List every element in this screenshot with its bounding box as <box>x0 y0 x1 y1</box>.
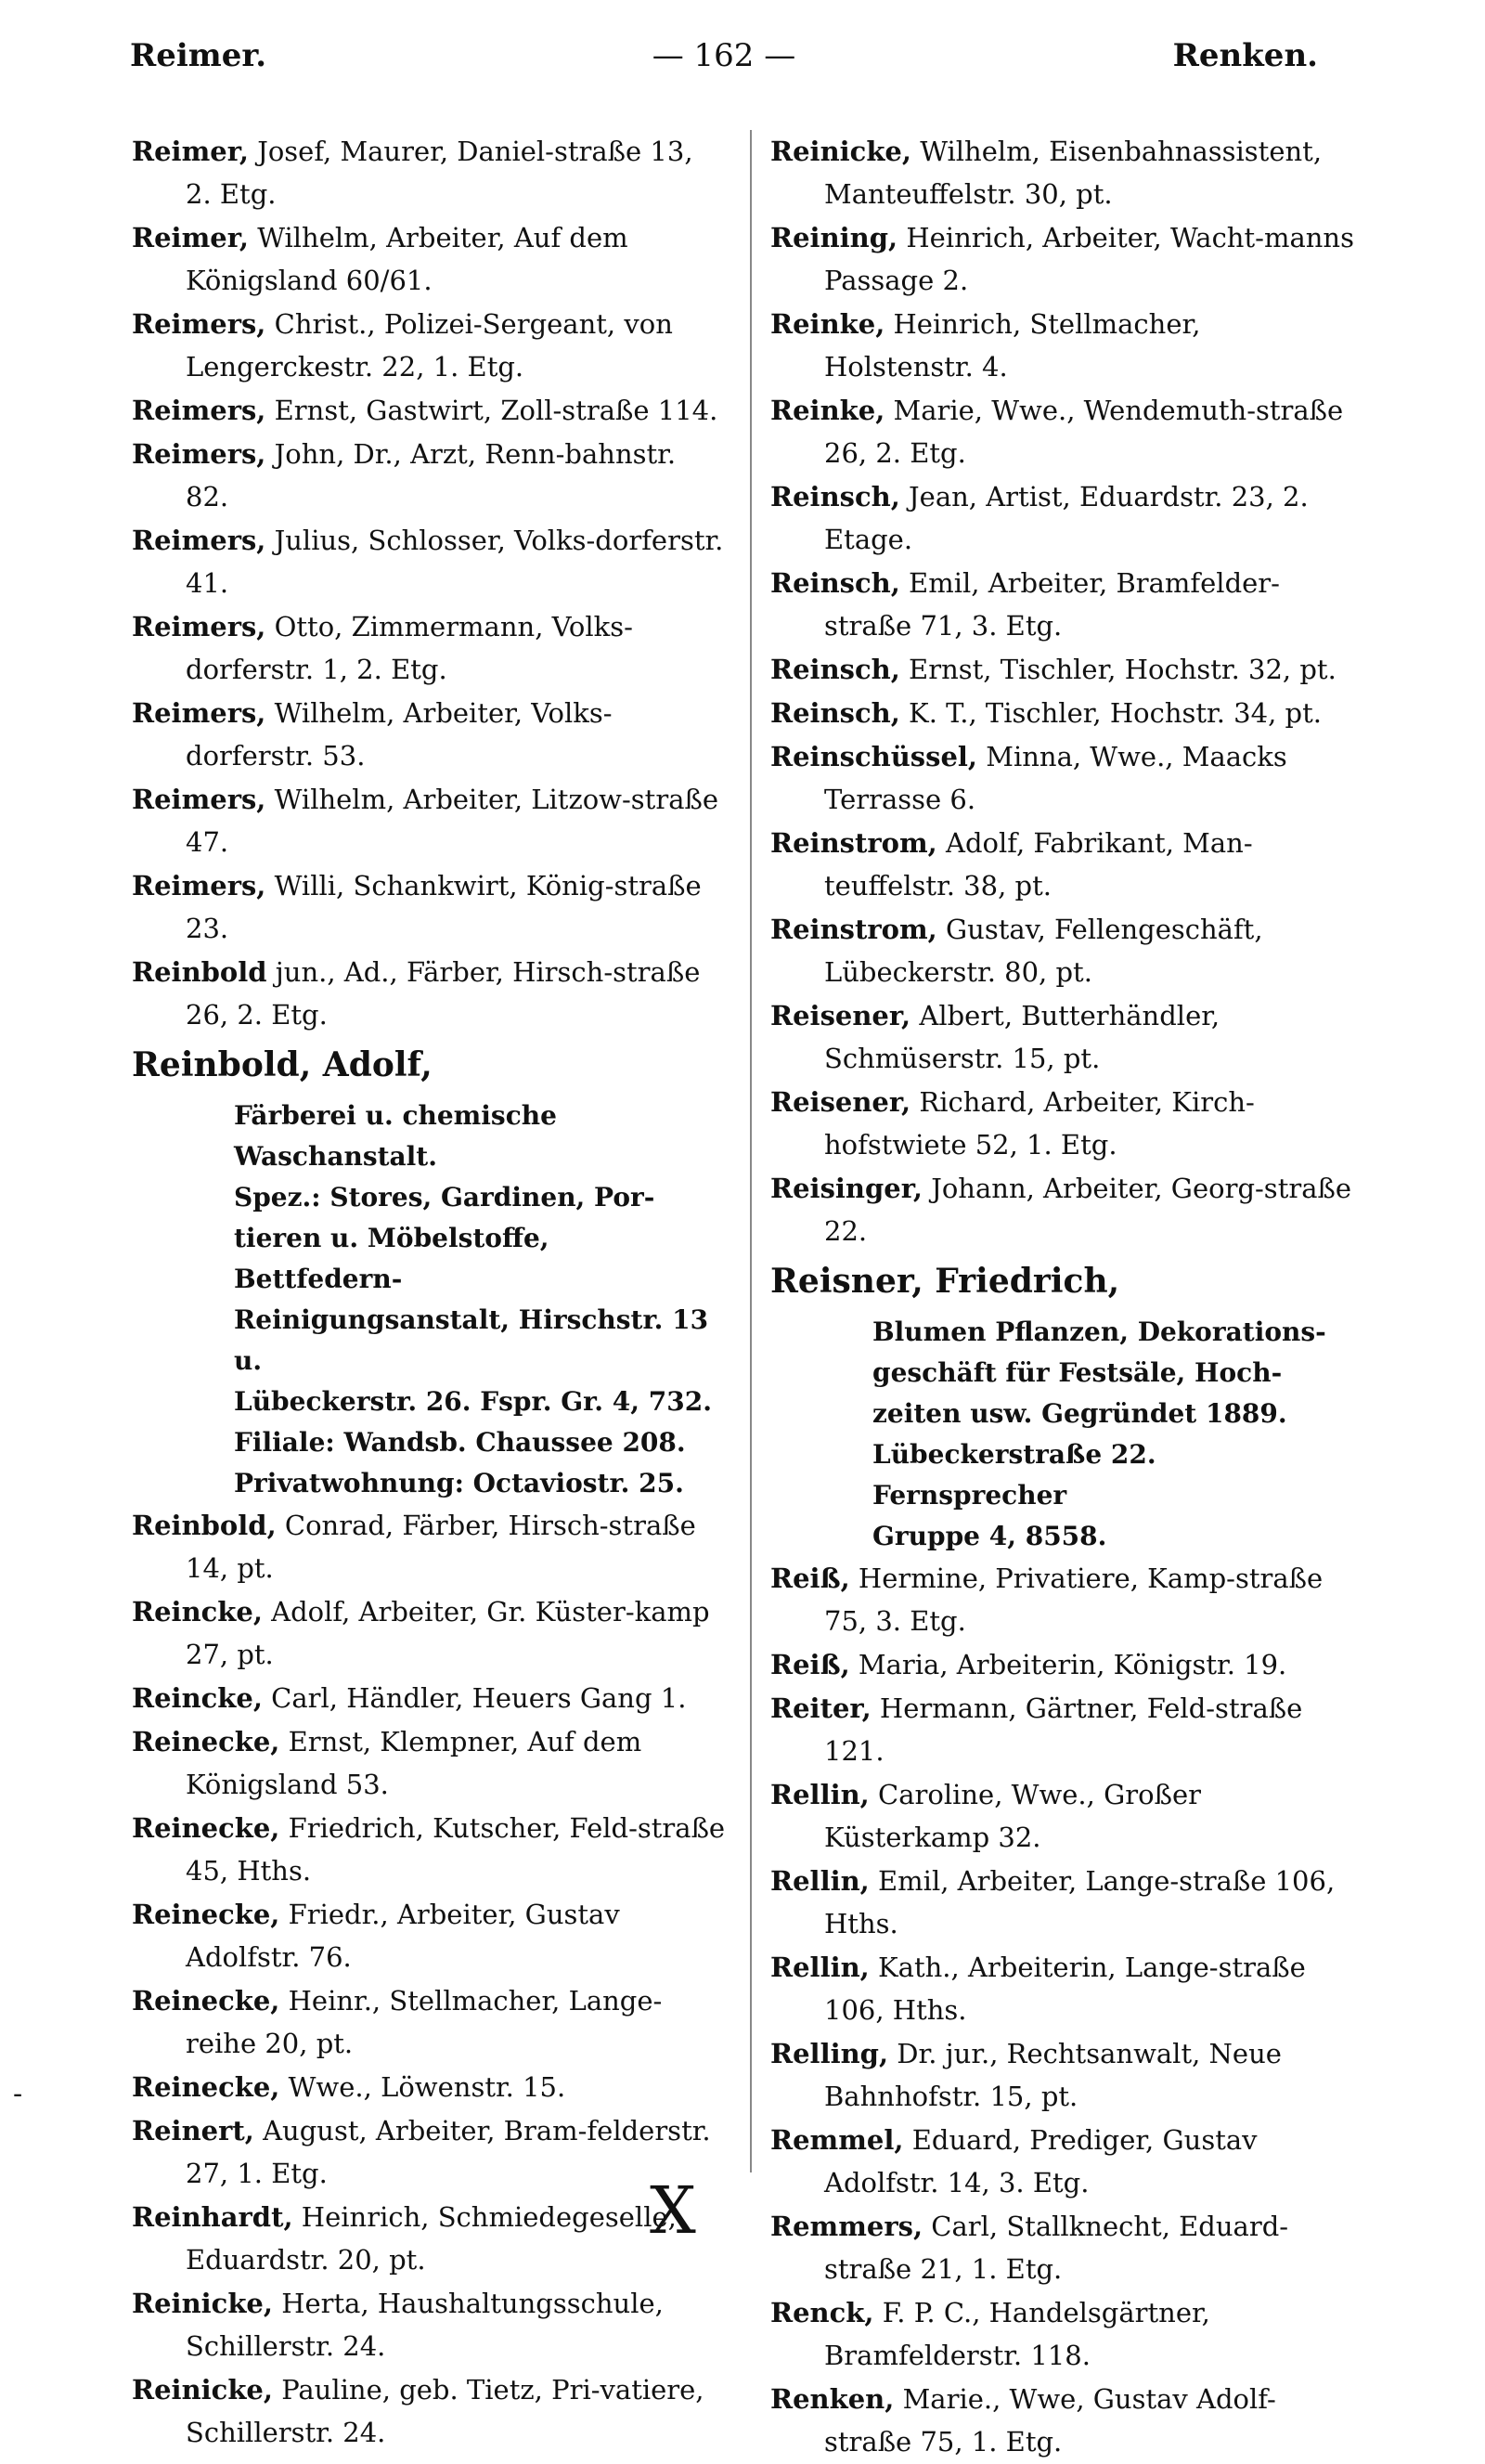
directory-entry <box>770 475 1355 561</box>
directory-entry <box>770 2032 1355 2118</box>
entry-name: Reimers, <box>132 611 266 642</box>
directory-entry <box>132 951 726 1036</box>
ad-line: Lübeckerstraße 22. Fernsprecher <box>872 1439 1156 1511</box>
entry-details: Pauline, geb. Tietz, Pri-vatiere, Schillerstr. 24. <box>186 2374 704 2448</box>
entry-name: Reisinger, <box>770 1173 923 1204</box>
entry-details: Heinrich, Schmiedegeselle, Eduardstr. 20, pt. <box>186 2201 677 2276</box>
entry-name: Reinecke, <box>132 1812 280 1844</box>
ad-line: Privatwohnung: Octaviostr. 25. <box>234 1468 684 1498</box>
entry-name: Reinke, <box>770 395 885 426</box>
entry-details: Adolf, Arbeiter, Gr. Küster-kamp 27, pt. <box>186 1596 710 1670</box>
entry-details: Heinr., Stellmacher, Lange-reihe 20, pt. <box>186 1985 663 2059</box>
entry-name: Reinstrom, <box>770 914 937 945</box>
entry-name: Reinhardt, <box>132 2201 293 2233</box>
directory-entry <box>132 2282 726 2367</box>
entry-name: Reinecke, <box>132 1985 280 2017</box>
directory-entry <box>770 1946 1355 2031</box>
ad-line: Filiale: Wandsb. Chaussee 208. <box>234 1427 686 1458</box>
directory-entry <box>770 1687 1355 1772</box>
entry-name: Rellin, <box>770 1952 870 1983</box>
directory-entry <box>132 2368 726 2454</box>
directory-entry <box>770 692 1355 734</box>
directory-entry <box>132 303 726 388</box>
directory-entry <box>132 216 726 302</box>
directory-entry <box>132 2196 726 2281</box>
left-column <box>132 130 726 2455</box>
entry-details: August, Arbeiter, Bram-felderstr. 27, 1. Etg. <box>186 2115 711 2189</box>
directory-entry <box>770 130 1355 215</box>
handwritten-mark: X <box>650 2172 696 2249</box>
ad-line: tieren u. Möbelstoffe, Bettfedern- <box>234 1223 549 1294</box>
entry-name: Reinecke, <box>132 1726 280 1757</box>
directory-entry <box>770 1643 1355 1686</box>
directory-entry <box>770 303 1355 388</box>
entry-name: Reiß, <box>770 1649 850 1680</box>
entry-details: Ernst, Gastwirt, Zoll-straße 114. <box>274 395 718 426</box>
advertisement-entry <box>132 1044 726 1088</box>
entry-name: Reimers, <box>132 308 266 340</box>
entry-details: Willi, Schankwirt, König-straße 23. <box>186 870 702 944</box>
entry-details: Conrad, Färber, Hirsch-straße 14, pt. <box>186 1510 696 1584</box>
directory-entry <box>770 2119 1355 2204</box>
directory-entry <box>770 994 1355 1080</box>
entry-name: Reisener, <box>770 1086 911 1118</box>
directory-entry <box>770 1773 1355 1859</box>
directory-entry <box>132 778 726 863</box>
entry-name: Reimers, <box>132 697 266 729</box>
directory-entry <box>132 1979 726 2065</box>
entry-details: Hermine, Privatiere, Kamp-straße 75, 3. Etg. <box>824 1563 1324 1637</box>
entry-details: Friedr., Arbeiter, Gustav Adolfstr. 76. <box>186 1899 620 1973</box>
entry-details: Ernst, Tischler, Hochstr. 32, pt. <box>909 654 1336 685</box>
entry-name: Reimers, <box>132 784 266 815</box>
directory-entry <box>132 1807 726 1892</box>
ad-name: Reinbold, Adolf, <box>132 1045 433 1084</box>
directory-entry <box>770 1557 1355 1642</box>
entry-name: Reinecke, <box>132 2071 280 2103</box>
ad-line: Färberei u. chemische Waschanstalt. <box>234 1100 557 1172</box>
entry-name: Reinsch, <box>770 654 900 685</box>
entry-details: Minna, Wwe., Maacks Terrasse 6. <box>824 741 1287 815</box>
entry-name: Reinbold, <box>132 1510 277 1541</box>
entry-name: Reinert, <box>132 2115 254 2146</box>
entry-details: Wilhelm, Arbeiter, Volks-dorferstr. 53. <box>186 697 613 772</box>
entry-name: Reiter, <box>770 1692 872 1724</box>
directory-entry <box>132 130 726 215</box>
entry-name: Reinicke, <box>132 2374 273 2406</box>
entry-name: Remmers, <box>770 2211 923 2242</box>
entry-name: Reinicke, <box>770 136 911 167</box>
entry-details: Gustav, Fellengeschäft, Lübeckerstr. 80, pt. <box>824 914 1263 988</box>
header-right: Renken. <box>1172 37 1318 74</box>
entry-details: Adolf, Fabrikant, Man-teuffelstr. 38, pt. <box>824 827 1253 901</box>
entry-name: Reincke, <box>132 1596 263 1628</box>
entry-details: Herta, Haushaltungsschule, Schillerstr. 24. <box>186 2288 664 2362</box>
directory-entry <box>770 2291 1355 2377</box>
directory-entry <box>770 216 1355 302</box>
ad-name: Reisner, Friedrich, <box>770 1262 1120 1301</box>
entry-details: K. T., Tischler, Hochstr. 34, pt. <box>909 697 1322 729</box>
directory-entry <box>132 519 726 604</box>
entry-details: Richard, Arbeiter, Kirch-hofstwiete 52, 1. Etg. <box>824 1086 1255 1161</box>
directory-entry <box>132 1677 726 1719</box>
entry-details: Julius, Schlosser, Volks-dorferstr. 41. <box>186 525 724 599</box>
directory-entry <box>132 1893 726 1978</box>
margin-mark: - <box>13 2078 23 2110</box>
directory-entry <box>770 822 1355 907</box>
directory-entry <box>132 1590 726 1676</box>
directory-entry <box>132 692 726 777</box>
directory-entry <box>770 2378 1355 2463</box>
entry-name: Reisener, <box>770 1000 911 1031</box>
entry-details: Carl, Händler, Heuers Gang 1. <box>271 1682 687 1714</box>
ad-line: Reinigungsanstalt, Hirschstr. 13 u. <box>234 1304 709 1376</box>
entry-details: Wilhelm, Arbeiter, Auf dem Königsland 60/61. <box>186 222 628 296</box>
entry-name: Reincke, <box>132 1682 263 1714</box>
directory-entry <box>770 735 1355 821</box>
entry-details: Albert, Butterhändler, Schmüserstr. 15, pt. <box>824 1000 1220 1074</box>
entry-details: Otto, Zimmermann, Volks-dorferstr. 1, 2. Etg. <box>186 611 633 685</box>
entry-name: Reining, <box>770 222 898 253</box>
entry-details: jun., Ad., Färber, Hirsch-straße 26, 2. Etg. <box>186 956 701 1031</box>
entry-details: Jean, Artist, Eduardstr. 23, 2. Etage. <box>824 481 1309 555</box>
entry-details: Marie, Wwe., Wendemuth-straße 26, 2. Etg. <box>824 395 1344 469</box>
entry-name: Reinecke, <box>132 1899 280 1930</box>
ad-line: geschäft für Festsäle, Hoch- <box>872 1357 1283 1388</box>
entry-details: Marie., Wwe, Gustav Adolf-straße 75, 1. Etg. <box>824 2383 1276 2458</box>
entry-details: Kath., Arbeiterin, Lange-straße 106, Hths. <box>824 1952 1306 2026</box>
entry-name: Remmel, <box>770 2124 904 2156</box>
directory-entry <box>770 1860 1355 1945</box>
entry-name: Reimer, <box>132 222 249 253</box>
entry-details: Maria, Arbeiterin, Königstr. 19. <box>858 1649 1287 1680</box>
entry-name: Reinicke, <box>132 2288 273 2319</box>
entry-name: Reinstrom, <box>770 827 937 859</box>
directory-entry <box>132 433 726 518</box>
directory-entry <box>770 908 1355 993</box>
directory-entry <box>132 605 726 691</box>
ad-line: Lübeckerstr. 26. Fspr. Gr. 4, 732. <box>234 1386 712 1417</box>
entry-name: Reinsch, <box>770 567 900 599</box>
entry-details: Dr. jur., Rechtsanwalt, Neue Bahnhofstr. 15, pt. <box>824 2038 1282 2112</box>
entry-details: Emil, Arbeiter, Lange-straße 106, Hths. <box>824 1865 1336 1939</box>
entry-details: Emil, Arbeiter, Bramfelder-straße 71, 3. Etg. <box>824 567 1280 642</box>
directory-entry <box>770 562 1355 647</box>
entry-name: Reinsch, <box>770 697 900 729</box>
ad-line: Gruppe 4, 8558. <box>872 1521 1107 1551</box>
directory-entry <box>132 864 726 950</box>
entry-details: Carl, Stallknecht, Eduard-straße 21, 1. Etg. <box>824 2211 1289 2285</box>
ad-line: Blumen Pflanzen, Dekorations- <box>872 1316 1326 1347</box>
entry-name: Reimers, <box>132 870 266 901</box>
column-divider <box>750 130 752 2172</box>
entry-name: Renck, <box>770 2297 874 2328</box>
directory-entry <box>132 2066 726 2108</box>
directory-entry <box>770 1081 1355 1166</box>
directory-entry <box>770 648 1355 691</box>
entry-name: Rellin, <box>770 1865 870 1897</box>
entry-details: Caroline, Wwe., Großer Küsterkamp 32. <box>824 1779 1201 1853</box>
directory-entry <box>770 1167 1355 1252</box>
entry-name: Reinschüssel, <box>770 741 978 772</box>
entry-details: F. P. C., Handelsgärtner, Bramfelderstr. 118. <box>824 2297 1210 2371</box>
directory-entry <box>132 389 726 432</box>
entry-details: Christ., Polizei-Sergeant, von Lengerckestr. 22, 1. Etg. <box>186 308 673 383</box>
entry-name: Reiß, <box>770 1563 850 1594</box>
entry-details: Heinrich, Stellmacher, Holstenstr. 4. <box>824 308 1201 383</box>
page-header <box>130 37 1318 93</box>
entry-name: Reimer, <box>132 136 249 167</box>
entry-details: Wilhelm, Arbeiter, Litzow-straße 47. <box>186 784 719 858</box>
entry-details: Heinrich, Arbeiter, Wacht-manns Passage 2. <box>824 222 1354 296</box>
entry-details: Friedrich, Kutscher, Feld-straße 45, Hths. <box>186 1812 726 1887</box>
ad-line: zeiten usw. Gegründet 1889. <box>872 1398 1287 1429</box>
directory-entry <box>132 2109 726 2195</box>
ad-line: Spez.: Stores, Gardinen, Por- <box>234 1182 655 1213</box>
entry-details: Wilhelm, Eisenbahnassistent, Manteuffelstr. 30, pt. <box>824 136 1323 210</box>
advertisement-entry <box>770 1260 1355 1304</box>
entry-details: Wwe., Löwenstr. 15. <box>288 2071 566 2103</box>
entry-name: Reinsch, <box>770 481 900 512</box>
entry-name: Reinke, <box>770 308 885 340</box>
entry-details: Eduard, Prediger, Gustav Adolfstr. 14, 3. Etg. <box>824 2124 1258 2198</box>
entry-name: Relling, <box>770 2038 889 2069</box>
directory-entry <box>770 389 1355 474</box>
entry-name: Reimers, <box>132 525 266 556</box>
entry-name: Reimers, <box>132 395 266 426</box>
entry-details: Hermann, Gärtner, Feld-straße 121. <box>824 1692 1303 1767</box>
header-left: Reimer. <box>130 37 267 74</box>
page-number: — 162 — <box>652 37 796 74</box>
entry-name: Renken, <box>770 2383 895 2415</box>
directory-entry <box>132 1504 726 1589</box>
entry-name: Rellin, <box>770 1779 870 1810</box>
directory-entry <box>770 2205 1355 2290</box>
entry-details: Johann, Arbeiter, Georg-straße 22. <box>824 1173 1352 1247</box>
right-column <box>770 130 1355 2464</box>
entry-details: Josef, Maurer, Daniel-straße 13, 2. Etg. <box>186 136 693 210</box>
entry-details: John, Dr., Arzt, Renn-bahnstr. 82. <box>186 438 677 512</box>
entry-name: Reimers, <box>132 438 266 470</box>
directory-entry <box>132 1720 726 1806</box>
entry-name: Reinbold <box>132 956 267 988</box>
entry-details: Ernst, Klempner, Auf dem Königsland 53. <box>186 1726 642 1800</box>
